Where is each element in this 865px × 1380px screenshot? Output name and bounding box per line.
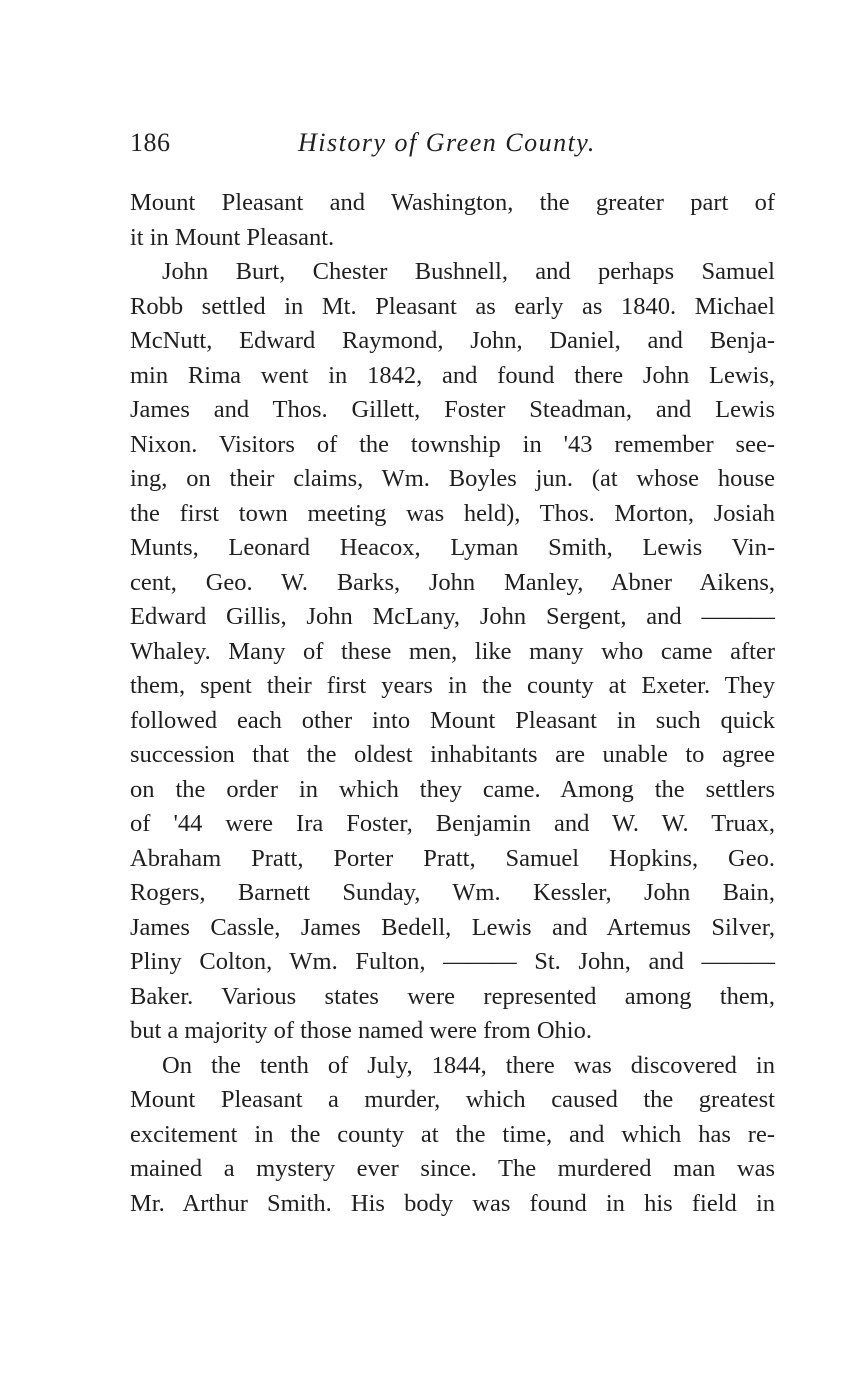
text-line: Abraham Pratt, Porter Pratt, Samuel Hopkins, Geo. [130,844,775,872]
running-head [130,128,775,168]
text-line: it in Mount Pleasant. [130,223,335,251]
text-line: Rogers, Barnett Sunday, Wm. Kessler, John Bain, [130,879,775,906]
text-line: Pliny Colton, Wm. Fulton, ——— St. John, and ——— [130,948,775,975]
paragraph [130,1049,775,1222]
text-line: excitement in the county at the time, and which has re- [130,1120,775,1148]
text-line: Mount Pleasant and Washington, the greater part of [130,189,775,216]
text-line: Mr. Arthur Smith. His body was found in his field in [130,1189,775,1217]
text-line: the first town meeting was held), Thos. Morton, Josiah [130,499,775,527]
paragraph [130,186,775,255]
text-line: Robb settled in Mt. Pleasant as early as 1840. Michael [130,292,775,320]
text-line: cent, Geo. W. Barks, John Manley, Abner Aikens, [130,568,775,596]
text-line: followed each other into Mount Pleasant in such quick [130,706,775,734]
text-line: them, spent their first years in the county at Exeter. They [130,672,775,699]
text-line: Whaley. Many of these men, like many who came after [130,637,775,665]
text-line: on the order in which they came. Among the settlers [130,775,775,803]
text-line: McNutt, Edward Raymond, John, Daniel, and Benja- [130,327,775,354]
text-line: John Burt, Chester Bushnell, and perhaps Samuel [162,258,775,285]
text-line: of '44 were Ira Foster, Benjamin and W. W. Truax, [130,810,775,837]
text-line: Baker. Various states were represented among them, [130,982,775,1010]
paragraph [130,255,775,1049]
text-line: Edward Gillis, John McLany, John Sergent, and ——— [130,603,775,630]
running-title: History of Green County. [298,128,596,157]
text-line: min Rima went in 1842, and found there John Lewis, [130,361,775,389]
text-line: James and Thos. Gillett, Foster Steadman, and Lewis [130,396,775,423]
page-number: 186 [130,128,171,157]
text-line: Munts, Leonard Heacox, Lyman Smith, Lewis Vin- [130,534,775,561]
text-line: ing, on their claims, Wm. Boyles jun. (at whose house [130,465,775,492]
text-line: Mount Pleasant a murder, which caused the greatest [130,1086,775,1113]
text-line: On the tenth of July, 1844, there was discovered in [162,1051,775,1079]
text-line: Nixon. Visitors of the township in '43 remember see- [130,430,775,458]
body-text [130,186,775,1221]
text-line: mained a mystery ever since. The murdered man was [130,1155,775,1182]
text-line: succession that the oldest inhabitants are unable to agree [130,741,775,768]
text-line: but a majority of those named were from Ohio. [130,1017,592,1044]
text-line: James Cassle, James Bedell, Lewis and Artemus Silver, [130,913,775,941]
